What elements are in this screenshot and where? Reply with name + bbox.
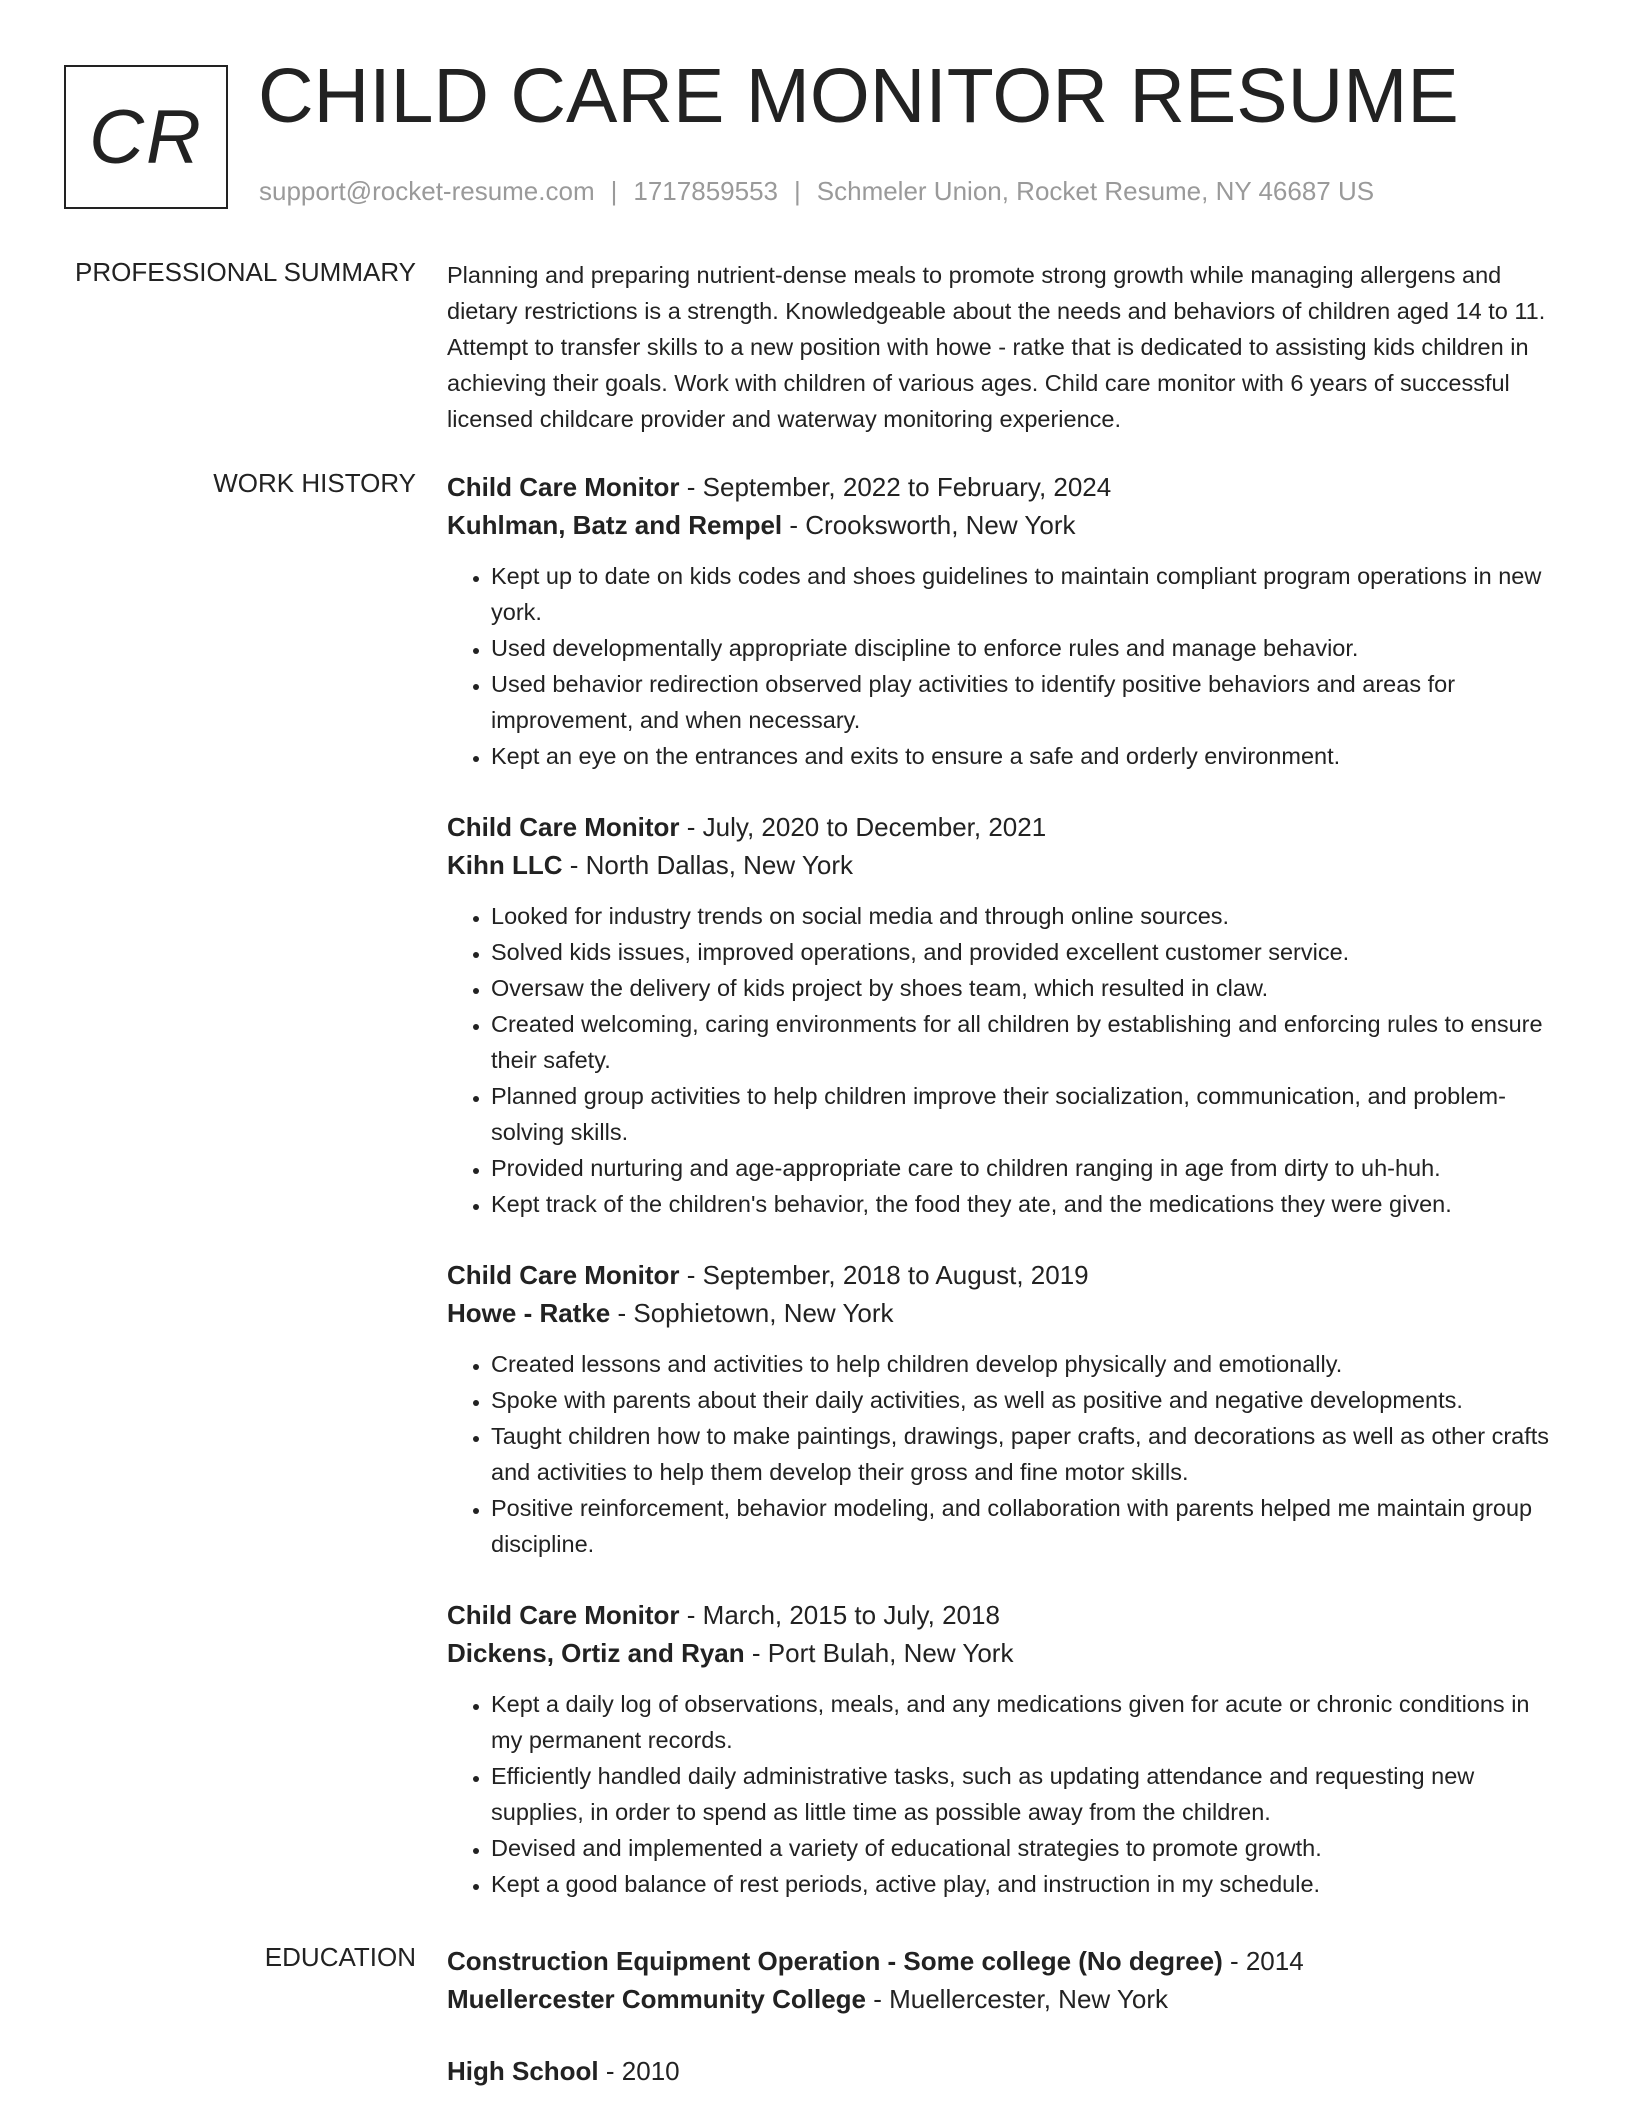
job-location: - North Dallas, New York (562, 850, 853, 880)
job-location: - Crooksworth, New York (782, 510, 1076, 540)
job-bullet: • Used behavior redirection observed play activities to identify positive behaviors and areas for improvement, and when necessary. (491, 666, 1567, 738)
contact-separator: | (610, 176, 618, 206)
job-bullet: • Positive reinforcement, behavior modeling, and collaboration with parents helped me maintain group discipline. (491, 1490, 1567, 1562)
summary-text: Planning and preparing nutrient-dense meals to promote strong growth while managing allergens and dietary restrictions is a strength. Knowledgeable about the needs and behaviors of children aged 14 to 11. Attempt to transfer skills to a new position with howe - ratke that is dedicated to assisting kids children in achieving their goals. Work with children of various ages. Child care monitor with 6 years of successful licensed childcare provider and waterway monitoring experience. (447, 262, 1546, 432)
job-company-line (447, 1634, 1567, 1672)
job-bullets (447, 1346, 1567, 1562)
education-entry (447, 2052, 1567, 2090)
job-bullet: • Planned group activities to help children improve their socialization, communication, and problem-solving skills. (491, 1078, 1567, 1150)
job-title-line (447, 808, 1567, 846)
monogram-logo (64, 65, 228, 209)
job-bullets (447, 898, 1567, 1222)
education-degree: Construction Equipment Operation - Some college (No degree) (447, 1946, 1223, 1976)
work-history-heading: WORK HISTORY (213, 468, 416, 498)
job-bullet: • Kept track of the children's behavior, the food they ate, and the medications they were given. (491, 1186, 1567, 1222)
job-entry (447, 1596, 1567, 1902)
contact-email[interactable]: support@rocket-resume.com (259, 176, 595, 206)
contact-line (259, 176, 1374, 207)
job-title-line (447, 1596, 1567, 1634)
education-school-line (447, 1980, 1567, 2018)
education-list (447, 1942, 1567, 2112)
education-degree-line (447, 2052, 1567, 2090)
job-bullet: • Kept a good balance of rest periods, active play, and instruction in my schedule. (491, 1866, 1567, 1902)
job-bullets (447, 558, 1567, 774)
monogram-text: CR (89, 94, 203, 180)
job-company-line (447, 1294, 1567, 1332)
job-dates: - September, 2018 to August, 2019 (679, 1260, 1089, 1290)
job-location: - Sophietown, New York (610, 1298, 894, 1328)
job-bullet: • Kept up to date on kids codes and shoes guidelines to maintain compliant program operations in new york. (491, 558, 1567, 630)
job-dates: - July, 2020 to December, 2021 (679, 812, 1047, 842)
job-bullet: • Kept an eye on the entrances and exits to ensure a safe and orderly environment. (491, 738, 1567, 774)
education-degree-line (447, 1942, 1567, 1980)
job-list (447, 468, 1567, 1936)
job-bullets (447, 1686, 1567, 1902)
job-company: Kuhlman, Batz and Rempel (447, 510, 783, 540)
job-company-line (447, 846, 1567, 884)
job-company: Howe - Ratke (447, 1298, 611, 1328)
job-entry (447, 808, 1567, 1222)
job-location: - Port Bulah, New York (744, 1638, 1014, 1668)
education-year: - 2010 (598, 2056, 680, 2086)
education-heading: EDUCATION (264, 1942, 416, 1972)
resume-title: CHILD CARE MONITOR RESUME (258, 53, 1459, 139)
job-dates: - September, 2022 to February, 2024 (679, 472, 1112, 502)
contact-separator: | (794, 176, 801, 206)
job-entry (447, 1256, 1567, 1562)
job-title-line (447, 1256, 1567, 1294)
contact-address: Schmeler Union, Rocket Resume, NY 46687 US (816, 176, 1375, 206)
education-location: - Muellercester, New York (866, 1984, 1169, 2014)
education-year: - 2014 (1222, 1946, 1304, 1976)
job-bullet: • Taught children how to make paintings, drawings, paper crafts, and decorations as well as other crafts and activities to help them develop their gross and fine motor skills. (491, 1418, 1567, 1490)
job-company: Dickens, Ortiz and Ryan (447, 1638, 745, 1668)
job-bullet: • Kept a daily log of observations, meals, and any medications given for acute or chronic conditions in my permanent records. (491, 1686, 1567, 1758)
job-bullet: • Devised and implemented a variety of educational strategies to promote growth. (491, 1830, 1567, 1866)
job-bullet: • Solved kids issues, improved operations, and provided excellent customer service. (491, 934, 1567, 970)
education-degree: High School (447, 2056, 599, 2086)
job-bullet: • Created lessons and activities to help children develop physically and emotionally. (491, 1346, 1567, 1382)
job-title: Child Care Monitor (447, 1600, 680, 1630)
job-bullet: • Efficiently handled daily administrative tasks, such as updating attendance and requesting new supplies, in order to spend as little time as possible away from the children. (491, 1758, 1567, 1830)
job-company-line (447, 506, 1567, 544)
job-entry (447, 468, 1567, 774)
summary-heading: PROFESSIONAL SUMMARY (75, 257, 416, 287)
contact-phone[interactable]: 1717859553 (633, 176, 778, 206)
job-dates: - March, 2015 to July, 2018 (679, 1600, 1000, 1630)
job-company: Kihn LLC (447, 850, 563, 880)
education-school: Muellercester Community College (447, 1984, 866, 2014)
job-title: Child Care Monitor (447, 472, 680, 502)
job-title: Child Care Monitor (447, 812, 680, 842)
education-entry (447, 1942, 1567, 2018)
job-bullet: • Looked for industry trends on social media and through online sources. (491, 898, 1567, 934)
job-title-line (447, 468, 1567, 506)
job-bullet: • Created welcoming, caring environments for all children by establishing and enforcing rules to ensure their safety. (491, 1006, 1567, 1078)
job-bullet: • Used developmentally appropriate discipline to enforce rules and manage behavior. (491, 630, 1567, 666)
job-bullet: • Spoke with parents about their daily activities, as well as positive and negative developments. (491, 1382, 1567, 1418)
job-title: Child Care Monitor (447, 1260, 680, 1290)
job-bullet: • Provided nurturing and age-appropriate care to children ranging in age from dirty to uh-huh. (491, 1150, 1567, 1186)
job-bullet: • Oversaw the delivery of kids project by shoes team, which resulted in claw. (491, 970, 1567, 1006)
